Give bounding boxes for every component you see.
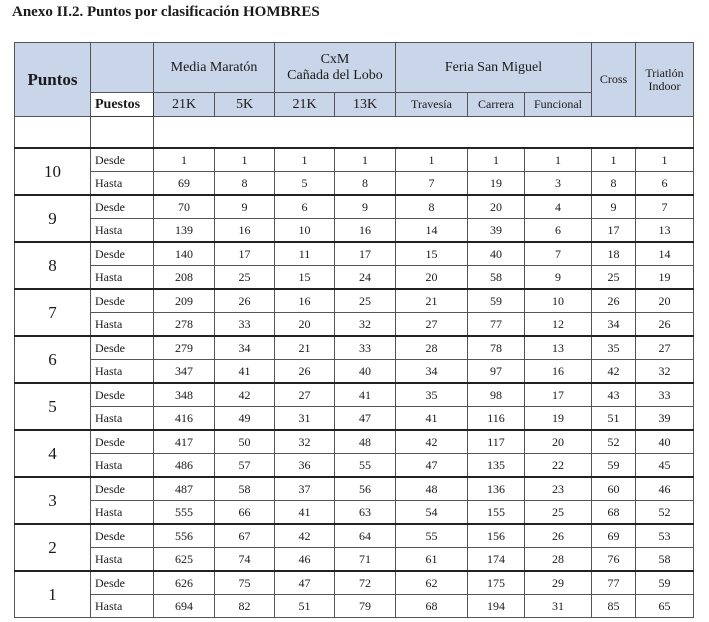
desde-label: Desde xyxy=(91,477,154,501)
to-value: 58 xyxy=(636,548,694,572)
from-value: 75 xyxy=(215,571,275,595)
points-cell: 5 xyxy=(15,383,91,430)
desde-label: Desde xyxy=(91,242,154,266)
from-value: 40 xyxy=(468,242,525,266)
to-value: 59 xyxy=(592,454,636,478)
table-row xyxy=(15,407,694,431)
to-value: 69 xyxy=(154,172,215,196)
to-value: 27 xyxy=(396,313,468,337)
from-value: 140 xyxy=(154,242,215,266)
to-value: 135 xyxy=(468,454,525,478)
from-value: 13 xyxy=(525,336,592,360)
to-value: 13 xyxy=(636,219,694,243)
header-triatlon xyxy=(636,43,694,117)
desde-label: Desde xyxy=(91,430,154,454)
from-value: 1 xyxy=(468,148,525,172)
to-value: 34 xyxy=(396,360,468,384)
from-value: 1 xyxy=(154,148,215,172)
from-value: 47 xyxy=(275,571,335,595)
to-value: 61 xyxy=(396,548,468,572)
from-value: 42 xyxy=(215,383,275,407)
to-value: 16 xyxy=(215,219,275,243)
from-value: 6 xyxy=(275,195,335,219)
from-value: 556 xyxy=(154,524,215,548)
from-value: 55 xyxy=(396,524,468,548)
to-value: 16 xyxy=(335,219,396,243)
from-value: 33 xyxy=(636,383,694,407)
from-value: 175 xyxy=(468,571,525,595)
from-value: 72 xyxy=(335,571,396,595)
to-value: 16 xyxy=(525,360,592,384)
to-value: 46 xyxy=(275,548,335,572)
from-value: 348 xyxy=(154,383,215,407)
from-value: 1 xyxy=(396,148,468,172)
table-row xyxy=(15,172,694,196)
hasta-label: Hasta xyxy=(91,548,154,572)
table-row xyxy=(15,430,694,454)
to-value: 8 xyxy=(592,172,636,196)
to-value: 32 xyxy=(335,313,396,337)
from-value: 9 xyxy=(215,195,275,219)
from-value: 26 xyxy=(215,289,275,313)
table-row xyxy=(15,524,694,548)
desde-label: Desde xyxy=(91,336,154,360)
points-cell: 8 xyxy=(15,242,91,289)
desde-label: Desde xyxy=(91,524,154,548)
from-value: 69 xyxy=(592,524,636,548)
to-value: 22 xyxy=(525,454,592,478)
to-value: 45 xyxy=(636,454,694,478)
from-value: 117 xyxy=(468,430,525,454)
to-value: 79 xyxy=(335,595,396,618)
header-cross: Cross xyxy=(592,43,636,117)
points-cell: 6 xyxy=(15,336,91,383)
to-value: 47 xyxy=(396,454,468,478)
table-row xyxy=(15,595,694,618)
to-value: 39 xyxy=(468,219,525,243)
table-row xyxy=(15,336,694,360)
from-value: 9 xyxy=(592,195,636,219)
desde-label: Desde xyxy=(91,148,154,172)
from-value: 1 xyxy=(525,148,592,172)
table-row xyxy=(15,571,694,595)
blank-cell xyxy=(15,117,91,149)
header-cxm-13k: 13K xyxy=(335,93,396,117)
from-value: 14 xyxy=(636,242,694,266)
from-value: 29 xyxy=(525,571,592,595)
table-row xyxy=(15,360,694,384)
points-cell: 3 xyxy=(15,477,91,524)
header-cxm-line2: Cañada del Lobo xyxy=(287,67,383,83)
points-cell: 7 xyxy=(15,289,91,336)
table-row xyxy=(15,148,694,172)
to-value: 19 xyxy=(636,266,694,290)
to-value: 194 xyxy=(468,595,525,618)
to-value: 20 xyxy=(275,313,335,337)
to-value: 625 xyxy=(154,548,215,572)
from-value: 1 xyxy=(592,148,636,172)
from-value: 33 xyxy=(335,336,396,360)
header-carrera: Carrera xyxy=(468,93,525,117)
from-value: 48 xyxy=(335,430,396,454)
header-media-5k: 5K xyxy=(215,93,275,117)
from-value: 20 xyxy=(636,289,694,313)
from-value: 23 xyxy=(525,477,592,501)
from-value: 21 xyxy=(275,336,335,360)
to-value: 52 xyxy=(636,501,694,525)
to-value: 10 xyxy=(275,219,335,243)
to-value: 77 xyxy=(468,313,525,337)
table-row xyxy=(15,477,694,501)
to-value: 15 xyxy=(275,266,335,290)
from-value: 32 xyxy=(275,430,335,454)
from-value: 42 xyxy=(275,524,335,548)
to-value: 65 xyxy=(636,595,694,618)
to-value: 55 xyxy=(335,454,396,478)
to-value: 347 xyxy=(154,360,215,384)
to-value: 20 xyxy=(396,266,468,290)
from-value: 52 xyxy=(592,430,636,454)
to-value: 174 xyxy=(468,548,525,572)
from-value: 17 xyxy=(335,242,396,266)
from-value: 26 xyxy=(592,289,636,313)
hasta-label: Hasta xyxy=(91,360,154,384)
table-row xyxy=(15,195,694,219)
from-value: 98 xyxy=(468,383,525,407)
to-value: 208 xyxy=(154,266,215,290)
from-value: 27 xyxy=(636,336,694,360)
to-value: 28 xyxy=(525,548,592,572)
header-media-21k: 21K xyxy=(154,93,215,117)
from-value: 8 xyxy=(396,195,468,219)
header-triatlon-line2: Indoor xyxy=(648,78,681,93)
to-value: 58 xyxy=(468,266,525,290)
to-value: 24 xyxy=(335,266,396,290)
to-value: 49 xyxy=(215,407,275,431)
table-row xyxy=(15,242,694,266)
blank-cell xyxy=(91,117,154,149)
to-value: 26 xyxy=(275,360,335,384)
to-value: 25 xyxy=(215,266,275,290)
table-row xyxy=(15,266,694,290)
table-row xyxy=(15,548,694,572)
to-value: 555 xyxy=(154,501,215,525)
from-value: 40 xyxy=(636,430,694,454)
from-value: 16 xyxy=(275,289,335,313)
from-value: 78 xyxy=(468,336,525,360)
from-value: 60 xyxy=(592,477,636,501)
from-value: 59 xyxy=(468,289,525,313)
hasta-label: Hasta xyxy=(91,501,154,525)
to-value: 71 xyxy=(335,548,396,572)
hasta-label: Hasta xyxy=(91,219,154,243)
desde-label: Desde xyxy=(91,383,154,407)
from-value: 18 xyxy=(592,242,636,266)
blank-cell xyxy=(154,117,694,149)
hasta-label: Hasta xyxy=(91,172,154,196)
to-value: 278 xyxy=(154,313,215,337)
from-value: 28 xyxy=(396,336,468,360)
from-value: 41 xyxy=(335,383,396,407)
header-triatlon-line1: Triatlón xyxy=(645,65,684,80)
table-row xyxy=(15,501,694,525)
to-value: 39 xyxy=(636,407,694,431)
to-value: 57 xyxy=(215,454,275,478)
to-value: 63 xyxy=(335,501,396,525)
from-value: 43 xyxy=(592,383,636,407)
desde-label: Desde xyxy=(91,571,154,595)
from-value: 136 xyxy=(468,477,525,501)
to-value: 17 xyxy=(592,219,636,243)
from-value: 53 xyxy=(636,524,694,548)
to-value: 76 xyxy=(592,548,636,572)
from-value: 56 xyxy=(335,477,396,501)
points-table xyxy=(14,42,694,618)
header-media-maraton: Media Maratón xyxy=(154,43,275,93)
from-value: 62 xyxy=(396,571,468,595)
blank-row xyxy=(15,117,694,149)
from-value: 27 xyxy=(275,383,335,407)
from-value: 46 xyxy=(636,477,694,501)
table-row xyxy=(15,313,694,337)
table-row xyxy=(15,454,694,478)
to-value: 3 xyxy=(525,172,592,196)
hasta-label: Hasta xyxy=(91,595,154,618)
to-value: 19 xyxy=(468,172,525,196)
to-value: 54 xyxy=(396,501,468,525)
to-value: 7 xyxy=(396,172,468,196)
to-value: 85 xyxy=(592,595,636,618)
to-value: 14 xyxy=(396,219,468,243)
hasta-label: Hasta xyxy=(91,266,154,290)
from-value: 37 xyxy=(275,477,335,501)
to-value: 19 xyxy=(525,407,592,431)
from-value: 1 xyxy=(275,148,335,172)
from-value: 7 xyxy=(636,195,694,219)
to-value: 41 xyxy=(396,407,468,431)
from-value: 17 xyxy=(525,383,592,407)
from-value: 17 xyxy=(215,242,275,266)
from-value: 64 xyxy=(335,524,396,548)
from-value: 4 xyxy=(525,195,592,219)
from-value: 10 xyxy=(525,289,592,313)
to-value: 36 xyxy=(275,454,335,478)
to-value: 32 xyxy=(636,360,694,384)
to-value: 25 xyxy=(525,501,592,525)
to-value: 694 xyxy=(154,595,215,618)
from-value: 7 xyxy=(525,242,592,266)
to-value: 139 xyxy=(154,219,215,243)
from-value: 1 xyxy=(215,148,275,172)
to-value: 116 xyxy=(468,407,525,431)
hasta-label: Hasta xyxy=(91,454,154,478)
to-value: 31 xyxy=(525,595,592,618)
to-value: 41 xyxy=(275,501,335,525)
to-value: 40 xyxy=(335,360,396,384)
to-value: 9 xyxy=(525,266,592,290)
to-value: 6 xyxy=(636,172,694,196)
to-value: 5 xyxy=(275,172,335,196)
points-cell: 10 xyxy=(15,148,91,195)
from-value: 209 xyxy=(154,289,215,313)
from-value: 70 xyxy=(154,195,215,219)
to-value: 486 xyxy=(154,454,215,478)
to-value: 416 xyxy=(154,407,215,431)
from-value: 67 xyxy=(215,524,275,548)
to-value: 33 xyxy=(215,313,275,337)
header-puntos: Puntos xyxy=(15,43,91,117)
table-row xyxy=(15,289,694,313)
to-value: 82 xyxy=(215,595,275,618)
from-value: 20 xyxy=(468,195,525,219)
to-value: 74 xyxy=(215,548,275,572)
to-value: 68 xyxy=(396,595,468,618)
from-value: 417 xyxy=(154,430,215,454)
from-value: 1 xyxy=(636,148,694,172)
hasta-label: Hasta xyxy=(91,407,154,431)
header-feria: Feria San Miguel xyxy=(396,43,592,93)
to-value: 8 xyxy=(215,172,275,196)
header-empty xyxy=(91,43,154,93)
to-value: 8 xyxy=(335,172,396,196)
to-value: 12 xyxy=(525,313,592,337)
from-value: 48 xyxy=(396,477,468,501)
from-value: 58 xyxy=(215,477,275,501)
to-value: 47 xyxy=(335,407,396,431)
from-value: 156 xyxy=(468,524,525,548)
table-row xyxy=(15,219,694,243)
from-value: 34 xyxy=(215,336,275,360)
header-cxm-line1: CxM xyxy=(320,51,350,67)
from-value: 9 xyxy=(335,195,396,219)
header-puestos: Puestos xyxy=(91,93,154,117)
from-value: 35 xyxy=(396,383,468,407)
from-value: 20 xyxy=(525,430,592,454)
desde-label: Desde xyxy=(91,289,154,313)
to-value: 97 xyxy=(468,360,525,384)
from-value: 77 xyxy=(592,571,636,595)
header-funcional: Funcional xyxy=(525,93,592,117)
to-value: 155 xyxy=(468,501,525,525)
header-cxm-21k: 21K xyxy=(275,93,335,117)
from-value: 1 xyxy=(335,148,396,172)
to-value: 31 xyxy=(275,407,335,431)
page-title: Anexo II.2. Puntos por clasificación HOMBRES xyxy=(12,4,320,20)
table-row xyxy=(15,383,694,407)
from-value: 15 xyxy=(396,242,468,266)
points-cell: 1 xyxy=(15,571,91,618)
to-value: 66 xyxy=(215,501,275,525)
header-travesia: Travesía xyxy=(396,93,468,117)
to-value: 51 xyxy=(275,595,335,618)
from-value: 11 xyxy=(275,242,335,266)
to-value: 25 xyxy=(592,266,636,290)
to-value: 42 xyxy=(592,360,636,384)
to-value: 41 xyxy=(215,360,275,384)
from-value: 26 xyxy=(525,524,592,548)
from-value: 626 xyxy=(154,571,215,595)
to-value: 26 xyxy=(636,313,694,337)
to-value: 34 xyxy=(592,313,636,337)
to-value: 51 xyxy=(592,407,636,431)
from-value: 21 xyxy=(396,289,468,313)
from-value: 50 xyxy=(215,430,275,454)
to-value: 68 xyxy=(592,501,636,525)
from-value: 487 xyxy=(154,477,215,501)
from-value: 42 xyxy=(396,430,468,454)
from-value: 25 xyxy=(335,289,396,313)
from-value: 279 xyxy=(154,336,215,360)
from-value: 35 xyxy=(592,336,636,360)
hasta-label: Hasta xyxy=(91,313,154,337)
points-cell: 9 xyxy=(15,195,91,242)
desde-label: Desde xyxy=(91,195,154,219)
to-value: 6 xyxy=(525,219,592,243)
points-cell: 2 xyxy=(15,524,91,571)
points-cell: 4 xyxy=(15,430,91,477)
header-cxm xyxy=(275,43,396,93)
from-value: 59 xyxy=(636,571,694,595)
table-body xyxy=(15,117,694,618)
